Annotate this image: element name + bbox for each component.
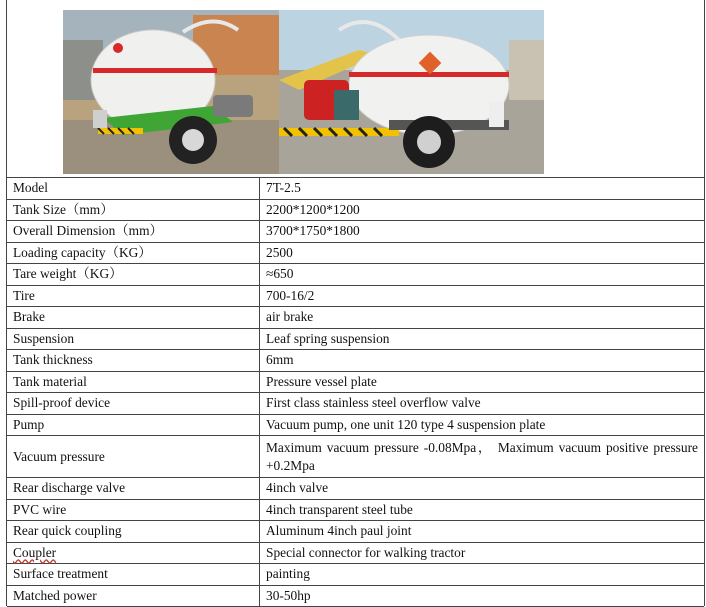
table-row [7,542,704,564]
spec-value: 6mm [260,350,705,372]
spec-label: Coupler [7,542,260,564]
trailer-photo-left [63,10,281,174]
spec-value: Pressure vessel plate [260,371,705,393]
table-row [7,564,704,586]
spec-label: Tank material [7,371,260,393]
trailer-photo-right [279,10,544,174]
table-row [7,350,704,372]
spec-value: 700-16/2 [260,285,705,307]
spec-table [7,177,704,607]
trailer-image-left [63,10,281,174]
spec-label: Tire [7,285,260,307]
table-row [7,307,704,329]
photo-row [7,0,704,178]
spec-value: painting [260,564,705,586]
spec-label: Rear quick coupling [7,521,260,543]
spec-value: Maximum vacuum pressure -0.08Mpa， Maximum vacuum positive pressure +0.2Mpa [260,436,705,478]
table-row [7,436,704,478]
spec-value: 4inch transparent steel tube [260,499,705,521]
spec-value: Leaf spring suspension [260,328,705,350]
spec-label: Loading capacity（KG） [7,242,260,264]
spec-value: 3700*1750*1800 [260,221,705,243]
spec-label: Surface treatment [7,564,260,586]
spec-sheet [6,0,705,606]
spec-label: Spill-proof device [7,393,260,415]
table-row [7,178,704,200]
trailer-image-right [279,10,544,174]
table-row [7,414,704,436]
spec-label: Tank thickness [7,350,260,372]
table-row [7,393,704,415]
table-row [7,478,704,500]
spec-label: Pump [7,414,260,436]
spec-value: 2200*1200*1200 [260,199,705,221]
spec-value: ≈650 [260,264,705,286]
spec-label: Overall Dimension（mm） [7,221,260,243]
spec-value: First class stainless steel overflow valve [260,393,705,415]
spec-value: 7T-2.5 [260,178,705,200]
table-row [7,499,704,521]
spec-value: 30-50hp [260,585,705,607]
table-row [7,242,704,264]
spec-label: Brake [7,307,260,329]
spec-value: Vacuum pump, one unit 120 type 4 suspension plate [260,414,705,436]
spec-label: Rear discharge valve [7,478,260,500]
spec-label: Tare weight（KG） [7,264,260,286]
spec-label: Tank Size（mm） [7,199,260,221]
table-row [7,521,704,543]
spec-label: Vacuum pressure [7,436,260,478]
spec-value: 4inch valve [260,478,705,500]
spec-label: PVC wire [7,499,260,521]
table-row [7,221,704,243]
spec-label: Suspension [7,328,260,350]
table-row [7,199,704,221]
spec-label: Model [7,178,260,200]
table-row [7,285,704,307]
spec-value: 2500 [260,242,705,264]
table-row [7,328,704,350]
spec-label: Matched power [7,585,260,607]
table-row [7,585,704,607]
spec-value: Special connector for walking tractor [260,542,705,564]
table-row [7,371,704,393]
spec-value: Aluminum 4inch paul joint [260,521,705,543]
spec-value: air brake [260,307,705,329]
table-row [7,264,704,286]
